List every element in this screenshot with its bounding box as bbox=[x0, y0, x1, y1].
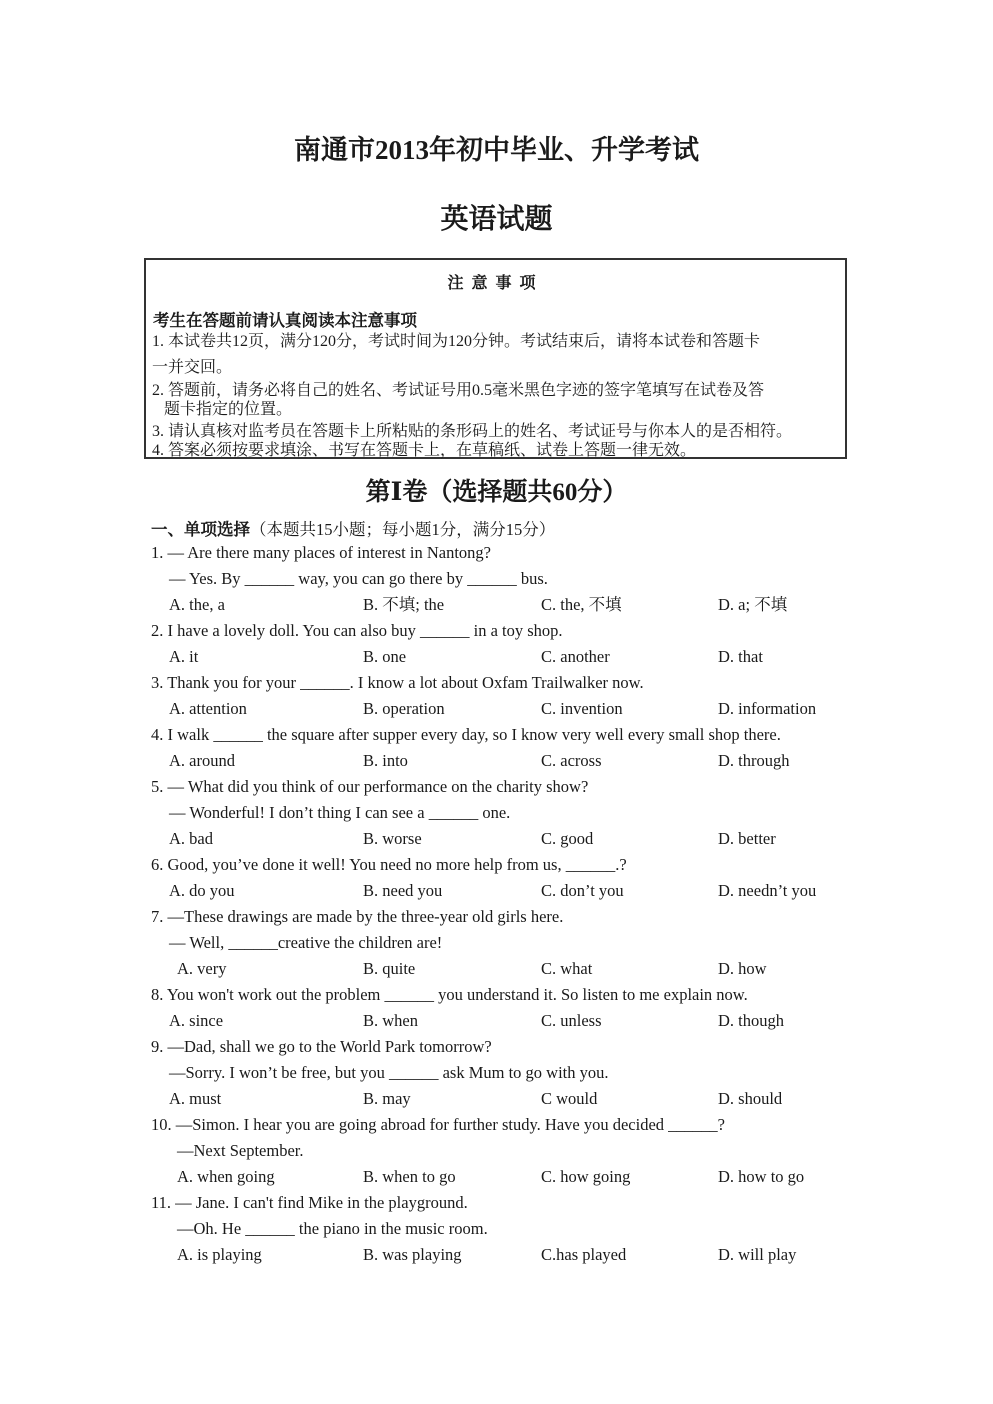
notice-line: 2. 答题前，请务必将自己的姓名、考试证号用0.5毫米黑色字迹的签字笔填写在试卷及答 bbox=[152, 382, 765, 399]
question-reply: — Well, ______creative the children are! bbox=[169, 933, 443, 952]
answer-option: C. don’t you bbox=[541, 881, 624, 900]
question-stem: 1. — Are there many places of interest in Nantong? bbox=[151, 543, 491, 562]
question-stem: 4. I walk ______ the square after supper every day, so I know very well every small shop there. bbox=[151, 725, 781, 744]
answer-option: B. quite bbox=[363, 959, 416, 978]
answer-option: C.has played bbox=[541, 1245, 627, 1264]
answer-option: A. around bbox=[169, 751, 235, 770]
answer-option: D. will play bbox=[718, 1245, 797, 1264]
answer-option: C. good bbox=[541, 829, 594, 848]
question-stem: 8. You won't work out the problem ______ you understand it. So listen to me explain now. bbox=[151, 985, 748, 1004]
answer-option: C. across bbox=[541, 751, 602, 770]
notice-line: 1. 本试卷共12页，满分120分，考试时间为120分钟。考试结束后，请将本试卷和答题卡 bbox=[152, 333, 761, 350]
answer-option: D. a; 不填 bbox=[718, 595, 788, 614]
question-stem: 6. Good, you’ve done it well! You need no more help from us, ______.? bbox=[151, 855, 627, 874]
answer-option: B. when to go bbox=[363, 1167, 456, 1186]
question-reply: —Next September. bbox=[177, 1141, 304, 1160]
exam-subject-title: 英语试题 bbox=[440, 204, 553, 235]
answer-option: B. was playing bbox=[363, 1245, 462, 1264]
notice-line: 题卡指定的位置。 bbox=[152, 401, 293, 418]
answer-option: C. unless bbox=[541, 1011, 602, 1030]
answer-option: B. operation bbox=[363, 699, 445, 718]
section-title: 第Ⅰ卷（选择题共60分） bbox=[365, 479, 628, 506]
answer-option: A. since bbox=[169, 1011, 224, 1030]
answer-option: D. through bbox=[718, 751, 790, 770]
part-label: 一、单项选择 bbox=[151, 520, 250, 539]
answer-option: D. though bbox=[718, 1011, 784, 1030]
part-note: （本题共15小题；每小题1分，满分15分） bbox=[250, 520, 556, 539]
answer-option: A. attention bbox=[169, 699, 247, 718]
answer-option: A. do you bbox=[169, 881, 235, 900]
answer-option: A. very bbox=[177, 959, 227, 978]
notice-box bbox=[144, 258, 847, 459]
answer-option: C. the, 不填 bbox=[541, 595, 622, 614]
answer-option: B. into bbox=[363, 751, 408, 770]
question-reply: — Wonderful! I don’t thing I can see a ______ one. bbox=[169, 803, 511, 822]
answer-option: C. invention bbox=[541, 699, 623, 718]
answer-option: A. when going bbox=[177, 1167, 275, 1186]
question-stem: 5. — What did you think of our performance on the charity show? bbox=[151, 777, 589, 796]
answer-option: B. need you bbox=[363, 881, 443, 900]
answer-option: A. must bbox=[169, 1089, 222, 1108]
notice-line: 3. 请认真核对监考员在答题卡上所粘贴的条形码上的姓名、考试证号与你本人的是否相符。 bbox=[152, 423, 793, 440]
question-stem: 9. —Dad, shall we go to the World Park tomorrow? bbox=[151, 1037, 492, 1056]
answer-option: B. 不填; the bbox=[363, 595, 445, 614]
notice-line: 一并交回。 bbox=[152, 359, 233, 376]
answer-option: C would bbox=[541, 1089, 598, 1108]
question-stem: 2. I have a lovely doll. You can also buy ______ in a toy shop. bbox=[151, 621, 563, 640]
question-reply: —Oh. He ______ the piano in the music room. bbox=[177, 1219, 488, 1238]
answer-option: B. one bbox=[363, 647, 407, 666]
answer-option: A. bad bbox=[169, 829, 213, 848]
question-reply: — Yes. By ______ way, you can go there by ______ bus. bbox=[169, 569, 548, 588]
answer-option: C. how going bbox=[541, 1167, 631, 1186]
answer-option: D. how to go bbox=[718, 1167, 805, 1186]
answer-option: A. the, a bbox=[169, 595, 225, 614]
question-stem: 7. —These drawings are made by the three-year old girls here. bbox=[151, 907, 564, 926]
answer-option: C. another bbox=[541, 647, 610, 666]
answer-option: D. should bbox=[718, 1089, 783, 1108]
part-title bbox=[151, 516, 555, 540]
answer-option: D. how bbox=[718, 959, 767, 978]
question-stem: 10. —Simon. I hear you are going abroad for further study. Have you decided ______? bbox=[151, 1115, 725, 1134]
answer-option: B. may bbox=[363, 1089, 411, 1108]
question-stem: 3. Thank you for your ______. I know a lot about Oxfam Trailwalker now. bbox=[151, 673, 644, 692]
answer-option: C. what bbox=[541, 959, 593, 978]
answer-option: B. when bbox=[363, 1011, 418, 1030]
question-stem: 11. — Jane. I can't find Mike in the playground. bbox=[151, 1193, 468, 1212]
exam-title: 南通市2013年初中毕业、升学考试 bbox=[294, 135, 699, 165]
answer-option: B. worse bbox=[363, 829, 422, 848]
notice-subheading: 考生在答题前请认真阅读本注意事项 bbox=[153, 311, 417, 330]
answer-option: A. is playing bbox=[177, 1245, 262, 1264]
answer-option: A. it bbox=[169, 647, 199, 666]
answer-option: D. better bbox=[718, 829, 776, 848]
question-reply: —Sorry. I won’t be free, but you ______ ask Mum to go with you. bbox=[169, 1063, 609, 1082]
answer-option: D. needn’t you bbox=[718, 881, 817, 900]
notice-heading: 注意事项 bbox=[447, 275, 544, 292]
answer-option: D. that bbox=[718, 647, 763, 666]
answer-option: D. information bbox=[718, 699, 817, 718]
notice-line: 4. 答案必须按要求填涂、书写在答题卡上，在草稿纸、试卷上答题一律无效。 bbox=[152, 442, 697, 459]
